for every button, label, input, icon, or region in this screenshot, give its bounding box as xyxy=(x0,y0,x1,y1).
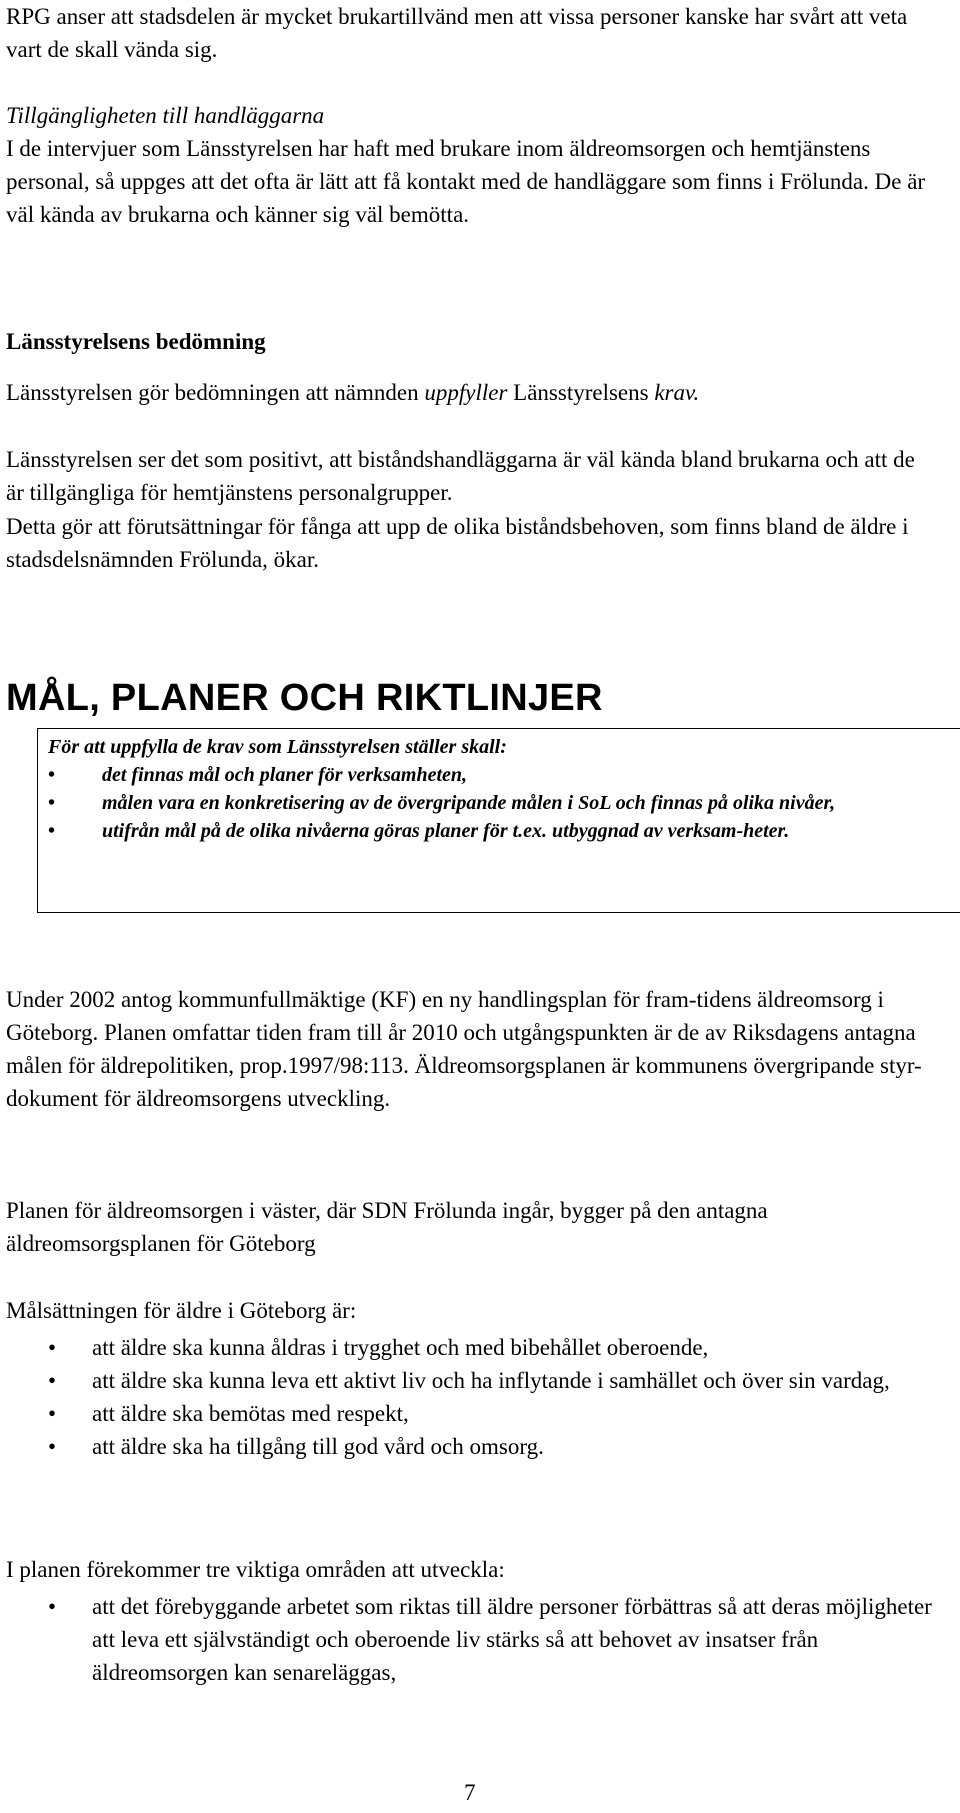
goal-item xyxy=(6,1430,942,1463)
goal-item xyxy=(6,1331,942,1364)
requirements-box xyxy=(37,728,960,913)
subheading-accessibility: Tillgängligheten till handläggarna xyxy=(6,103,325,128)
requirements-list xyxy=(48,761,950,845)
paragraph-conditions: Detta gör att förutsättningar för fånga att upp de olika biståndsbehoven, som finns bland de äldre i stadsdelsnämnden Frölunda, ökar. xyxy=(6,514,909,572)
requirement-text: utifrån mål på de olika nivåerna göras planer för t.ex. utbyggnad av verksam-heter. xyxy=(102,820,790,842)
paragraph-goals-intro: Målsättningen för äldre i Göteborg är: xyxy=(6,1298,357,1323)
goal-item xyxy=(6,1364,942,1397)
goal-text: att äldre ska bemötas med respekt, xyxy=(92,1401,409,1426)
bullet-icon: • xyxy=(48,820,56,842)
requirements-intro: För att uppfylla de krav som Länsstyrelsen ställer skall: xyxy=(48,736,507,758)
paragraph-action-plan: Under 2002 antog kommunfullmäktige (KF) en ny handlingsplan för fram-tidens äldreomsorg i Göteborg. Planen omfattar tiden fram till år 2010 och utgångspunkten är de av Riksdagens antagna målen för äldrepolitiken, prop.1997/98:113. Äldreomsorgsplanen är kommunens övergripande styr-dokument för äldreomsorgens utveckling. xyxy=(6,987,922,1111)
bullet-icon: • xyxy=(48,1594,57,1619)
subheading-assessment: Länsstyrelsens bedömning xyxy=(6,329,266,354)
requirement-item xyxy=(48,789,922,817)
bullet-icon: • xyxy=(48,1434,57,1459)
paragraph-positive: Länsstyrelsen ser det som positivt, att biståndshandläggarna är väl kända bland brukarna och att de är tillgängliga för hemtjänstens personalgrupper. xyxy=(6,447,915,505)
requirement-item xyxy=(48,761,922,789)
paragraph-intro: RPG anser att stadsdelen är mycket brukartillvänd men att vissa personer kanske har svårt att veta vart de skall vända sig. xyxy=(6,4,908,62)
bullet-icon: • xyxy=(48,1368,57,1393)
goals-list xyxy=(6,1331,936,1463)
paragraph-assessment xyxy=(6,376,936,409)
assessment-verdict: uppfyller xyxy=(424,380,508,405)
page-number: 7 xyxy=(464,1780,476,1805)
assessment-text-middle: Länsstyrelsens xyxy=(507,380,655,405)
document-page xyxy=(6,0,946,1813)
area-item xyxy=(6,1590,942,1689)
requirement-item xyxy=(48,817,922,845)
requirement-text: det finnas mål och planer för verksamheten, xyxy=(102,764,468,786)
bullet-icon: • xyxy=(48,1335,57,1360)
paragraph-plan-west: Planen för äldreomsorgen i väster, där SDN Frölunda ingår, bygger på den antagna äldreomsorgsplanen för Göteborg xyxy=(6,1198,768,1256)
bullet-icon: • xyxy=(48,1401,57,1426)
bullet-icon: • xyxy=(48,764,56,786)
goal-text: att äldre ska ha tillgång till god vård och omsorg. xyxy=(92,1434,544,1459)
area-text: att det förebyggande arbetet som riktas till äldre personer förbättras så att deras möjligheter att leva ett självständigt och oberoende liv stärks så att behovet av insatser från äldreomsorgen kan senareläggas, xyxy=(92,1594,932,1685)
goal-text: att äldre ska kunna åldras i trygghet och med bibehållet oberoende, xyxy=(92,1335,709,1360)
paragraph-interviews: I de intervjuer som Länsstyrelsen har haft med brukare inom äldreomsorgen och hemtjänstens personal, så uppges att det ofta är lätt att få kontakt med de handläggare som finns i Frölunda. De är väl kända av brukarna och känner sig väl bemötta. xyxy=(6,136,926,227)
goal-text: att äldre ska kunna leva ett aktivt liv och ha inflytande i samhället och över sin vardag, xyxy=(92,1368,890,1393)
requirement-text: målen vara en konkretisering av de övergripande målen i SoL och finnas på olika nivåer, xyxy=(102,792,836,814)
assessment-text-before: Länsstyrelsen gör bedömningen att nämnden xyxy=(6,380,425,405)
section-title: MÅL, PLANER OCH RIKTLINJER xyxy=(6,677,603,719)
paragraph-areas-intro: I planen förekommer tre viktiga områden att utveckla: xyxy=(6,1557,505,1582)
goal-item xyxy=(6,1397,942,1430)
bullet-icon: • xyxy=(48,792,56,814)
assessment-krav: krav. xyxy=(654,380,700,405)
areas-list xyxy=(6,1590,936,1689)
